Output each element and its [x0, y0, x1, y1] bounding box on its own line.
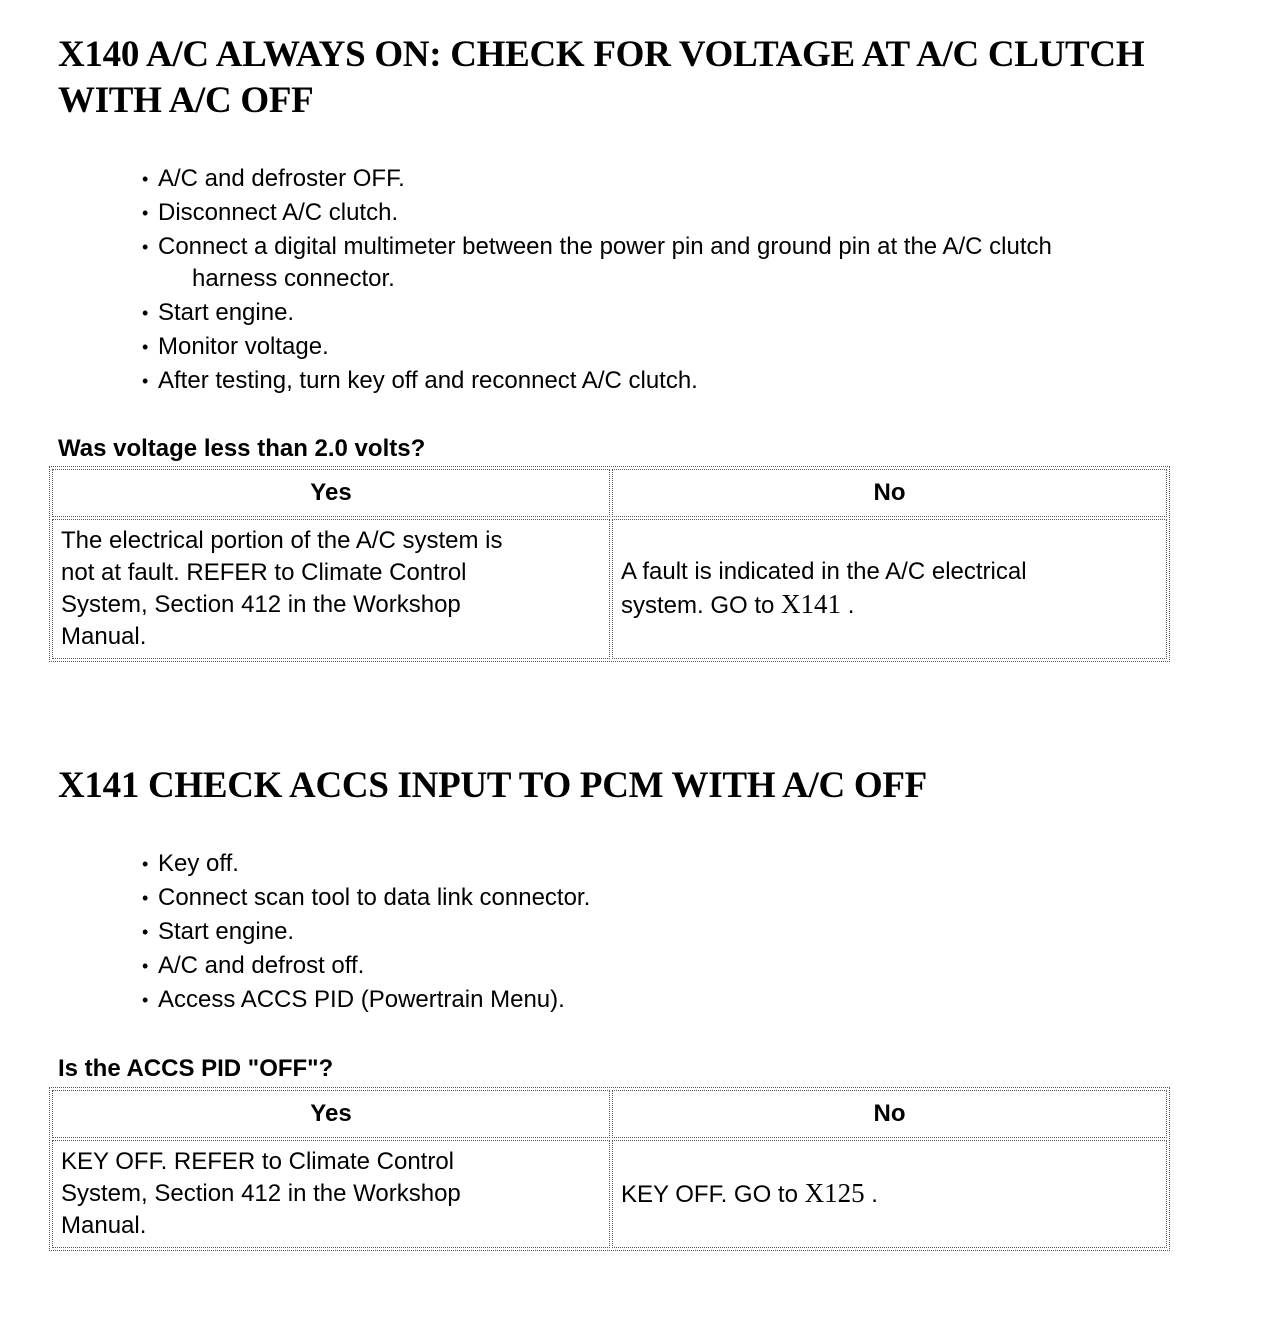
bullet-icon: •: [142, 237, 149, 257]
list-item: • A/C and defroster OFF.: [140, 162, 1220, 196]
list-item: • After testing, turn key off and reconnect A/C clutch.: [140, 364, 1220, 398]
step-x140-title: [58, 32, 1144, 124]
goto-x125-link[interactable]: X125: [804, 1178, 865, 1208]
table-row: [52, 1140, 1167, 1248]
no-column-header: No: [612, 469, 1167, 517]
step-x141-question: Is the ACCS PID "OFF"?: [58, 1055, 334, 1082]
bullet-icon: •: [142, 956, 149, 976]
step-x141-instructions: [140, 847, 1220, 1017]
no-result-cell: A fault is indicated in the A/C electrical system. GO to X141 .: [612, 519, 1167, 659]
list-item: • Connect a digital multimeter between the power pin and ground pin at the A/C clutch harness connector.: [140, 230, 1220, 296]
yes-column-header: Yes: [52, 469, 610, 517]
goto-x141-link[interactable]: X141: [781, 589, 842, 619]
table-header-row: [52, 1090, 1167, 1138]
bullet-icon: •: [142, 371, 149, 391]
list-item: • Disconnect A/C clutch.: [140, 196, 1220, 230]
list-item: • A/C and defrost off.: [140, 949, 1220, 983]
bullet-icon: •: [142, 854, 149, 874]
bullet-icon: •: [142, 888, 149, 908]
bullet-icon: •: [142, 990, 149, 1010]
list-item: • Access ACCS PID (Powertrain Menu).: [140, 983, 1220, 1017]
list-item: • Start engine.: [140, 296, 1220, 330]
list-item: • Start engine.: [140, 915, 1220, 949]
yes-result-cell: KEY OFF. REFER to Climate Control System, Section 412 in the Workshop Manual.: [52, 1140, 610, 1248]
bullet-icon: •: [142, 303, 149, 323]
list-item: • Connect scan tool to data link connector.: [140, 881, 1220, 915]
step-x140-title-line2: WITH A/C OFF: [58, 80, 314, 121]
no-result-cell: KEY OFF. GO to X125 .: [612, 1140, 1167, 1248]
yes-column-header: Yes: [52, 1090, 610, 1138]
step-x140-title-line1: X140 A/C ALWAYS ON: CHECK FOR VOLTAGE AT A/C CLUTCH: [58, 34, 1145, 75]
step-x141-result-table: [49, 1087, 1170, 1251]
bullet-icon: •: [142, 337, 149, 357]
bullet-icon: •: [142, 922, 149, 942]
step-x141-title: X141 CHECK ACCS INPUT TO PCM WITH A/C OFF: [58, 765, 927, 806]
step-x140-result-table: [49, 466, 1170, 662]
bullet-icon: •: [142, 169, 149, 189]
yes-result-cell: The electrical portion of the A/C system is not at fault. REFER to Climate Control System, Section 412 in the Workshop Manual.: [52, 519, 610, 659]
table-header-row: [52, 469, 1167, 517]
step-x140-instructions: [140, 162, 1220, 398]
no-column-header: No: [612, 1090, 1167, 1138]
bullet-icon: •: [142, 203, 149, 223]
table-row: [52, 519, 1167, 659]
list-item: • Key off.: [140, 847, 1220, 881]
step-x140-question: Was voltage less than 2.0 volts?: [58, 435, 426, 462]
list-item: • Monitor voltage.: [140, 330, 1220, 364]
